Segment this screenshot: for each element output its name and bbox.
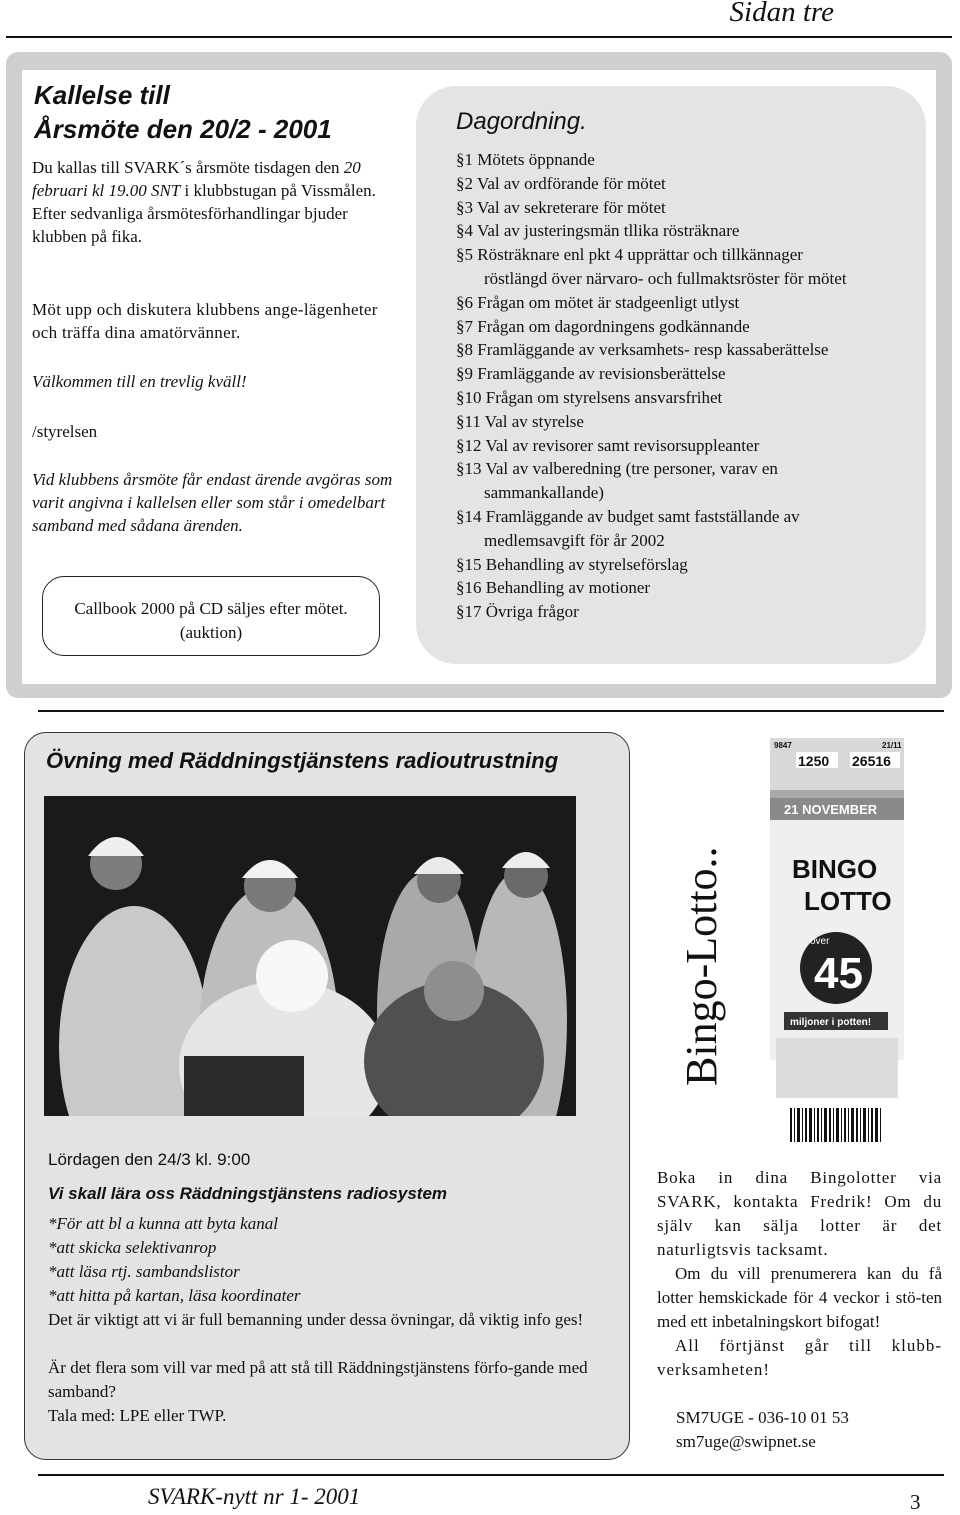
exercise-goal: *För att bl a kunna att byta kanal bbox=[48, 1214, 278, 1233]
exercise-goal: *att läsa rtj. sambandslistor bbox=[48, 1262, 240, 1281]
footer-rule bbox=[38, 1474, 944, 1476]
ticket-draw-date: 21/11 bbox=[882, 741, 902, 750]
agenda-item: §6 Frågan om mötet är stadgeenligt utlyst bbox=[456, 292, 740, 312]
ticket-number: 9847 bbox=[774, 741, 792, 750]
ticket-brand-lotto: LOTTO bbox=[804, 886, 892, 916]
footer-title: SVARK-nytt nr 1- 2001 bbox=[148, 1484, 361, 1509]
kallelse-title-line1: Kallelse till bbox=[34, 80, 170, 110]
agenda-item: §14 Framläggande av budget samt fastställande av bbox=[456, 506, 800, 526]
rescue-team-photo-graphic bbox=[44, 796, 576, 1116]
invitation-text: Du kallas till SVARK´s årsmöte tisdagen den bbox=[32, 158, 340, 177]
agenda-item: §17 Övriga frågor bbox=[456, 602, 579, 622]
agenda-item-continuation: medlemsavgift för år 2002 bbox=[484, 530, 665, 550]
exercise-note: Det är viktigt att vi är full bemanning under dessa övningar, då viktig info ges! bbox=[48, 1310, 584, 1329]
agenda-item: §8 Framläggande av verksamhets- resp kassaberättelse bbox=[456, 340, 829, 360]
kallelse-rules-note: Vid klubbens årsmöte får endast ärende avgöras som varit angivna i kallelsen eller som står i omedelbart samband med sådana ärenden. bbox=[32, 470, 393, 535]
bingo-booking-text: Boka in dina Bingolotter via SVARK, kontakta Fredrik! Om du själv kan sälja lotter är det naturligtsvis tacksamt. bbox=[657, 1168, 942, 1259]
ticket-date: 21 NOVEMBER bbox=[784, 802, 878, 817]
callbook-notice bbox=[42, 576, 380, 656]
ticket-nr: 26516 bbox=[852, 753, 891, 769]
invitation-date: 20 februari kl 19.00 SNT bbox=[32, 158, 361, 200]
agenda-item: §13 Val av valberedning (tre personer, varav en bbox=[456, 459, 778, 479]
bingo-contact-email: sm7uge@swipnet.se bbox=[676, 1432, 816, 1451]
kallelse-welcome: Välkommen till en trevlig kväll! bbox=[32, 372, 247, 391]
agenda-item: §1 Mötets öppnande bbox=[456, 150, 595, 169]
invitation-place: i klubbstugan på Vissmålen. bbox=[180, 181, 376, 200]
bingo-ticket-graphic bbox=[770, 738, 904, 1144]
callbook-line2: (auktion) bbox=[179, 623, 243, 642]
kallelse-title bbox=[34, 78, 332, 146]
bingo-contact-phone: SM7UGE - 036-10 01 53 bbox=[676, 1408, 849, 1427]
header-rule bbox=[6, 36, 952, 38]
section-divider bbox=[38, 710, 944, 712]
ticket-amount: 45 bbox=[814, 949, 863, 998]
agenda-item: §12 Val av revisorer samt revisorsuppleanter bbox=[456, 435, 760, 455]
agenda-item: §3 Val av sekreterare för mötet bbox=[456, 197, 666, 217]
agenda-item: §15 Behandling av styrelseförslag bbox=[456, 554, 688, 574]
agenda-item-continuation: sammankallande) bbox=[484, 483, 604, 503]
kallelse-invitation bbox=[32, 156, 397, 248]
callbook-line1: Callbook 2000 på CD säljes efter mötet. bbox=[74, 599, 348, 618]
exercise-subtitle: Vi skall lära oss Räddningstjänstens radiosystem bbox=[48, 1184, 448, 1203]
exercise-note: Är det flera som vill var med på att stå till Räddningstjänstens förfo-gande med samband? bbox=[48, 1358, 588, 1401]
exercise-goal: *att skicka selektivanrop bbox=[48, 1238, 217, 1257]
agenda-list bbox=[456, 148, 847, 624]
exercise-date: Lördagen den 24/3 kl. 9:00 bbox=[48, 1150, 251, 1169]
agenda-item: §2 Val av ordförande för mötet bbox=[456, 173, 666, 193]
ticket-potten: miljoner i potten! bbox=[790, 1017, 872, 1028]
agenda-item: §11 Val av styrelse bbox=[456, 411, 584, 431]
bingo-contact bbox=[676, 1406, 849, 1454]
ticket-over: över bbox=[810, 936, 830, 947]
agenda-title: Dagordning. bbox=[456, 108, 587, 135]
exercise-title: Övning med Räddningstjänstens radioutrustning bbox=[46, 748, 559, 773]
bingo-ticket-image bbox=[770, 738, 904, 1144]
kallelse-signature: /styrelsen bbox=[32, 422, 98, 441]
invitation-fika: Efter sedvanliga årsmötesförhandlingar bjuder klubben på fika. bbox=[32, 204, 348, 246]
bingo-lotto-label: Bingo-Lotto.. bbox=[677, 846, 726, 1086]
rescue-team-photo bbox=[44, 796, 576, 1116]
bingo-subscription-text: Om du vill prenumerera kan du få lotter hemskickade för 4 veckor i stö-ten med ett inbetalningskort bifogat! bbox=[657, 1264, 942, 1331]
agenda-item-continuation: röstlängd över närvaro- och fullmaktsröster för mötet bbox=[484, 268, 847, 288]
kallelse-meet: Möt upp och diskutera klubbens ange-lägenheter och träffa dina amatörvänner. bbox=[32, 300, 378, 342]
ticket-serie: 1250 bbox=[798, 753, 830, 769]
agenda-item: §10 Frågan om styrelsens ansvarsfrihet bbox=[456, 387, 723, 407]
agenda-item: §9 Framläggande av revisionsberättelse bbox=[456, 364, 726, 384]
exercise-contact: Tala med: LPE eller TWP. bbox=[48, 1406, 227, 1425]
agenda-item: §7 Frågan om dagordningens godkännande bbox=[456, 316, 750, 336]
page-header-title: Sidan tre bbox=[729, 0, 834, 28]
page-number: 3 bbox=[910, 1490, 921, 1514]
agenda-item: §5 Rösträknare enl pkt 4 upprättar och tillkännager bbox=[456, 245, 803, 265]
bingo-proceeds-text: All förtjänst går till klubb-verksamheten! bbox=[657, 1336, 942, 1379]
kallelse-title-line2: Årsmöte den 20/2 - 2001 bbox=[34, 114, 332, 144]
agenda-item: §16 Behandling av motioner bbox=[456, 578, 651, 598]
agenda-item: §4 Val av justeringsmän tllika rösträknare bbox=[456, 221, 740, 241]
ticket-brand-bingo: BINGO bbox=[792, 854, 878, 884]
exercise-goal: *att hitta på kartan, läsa koordinater bbox=[48, 1286, 301, 1305]
